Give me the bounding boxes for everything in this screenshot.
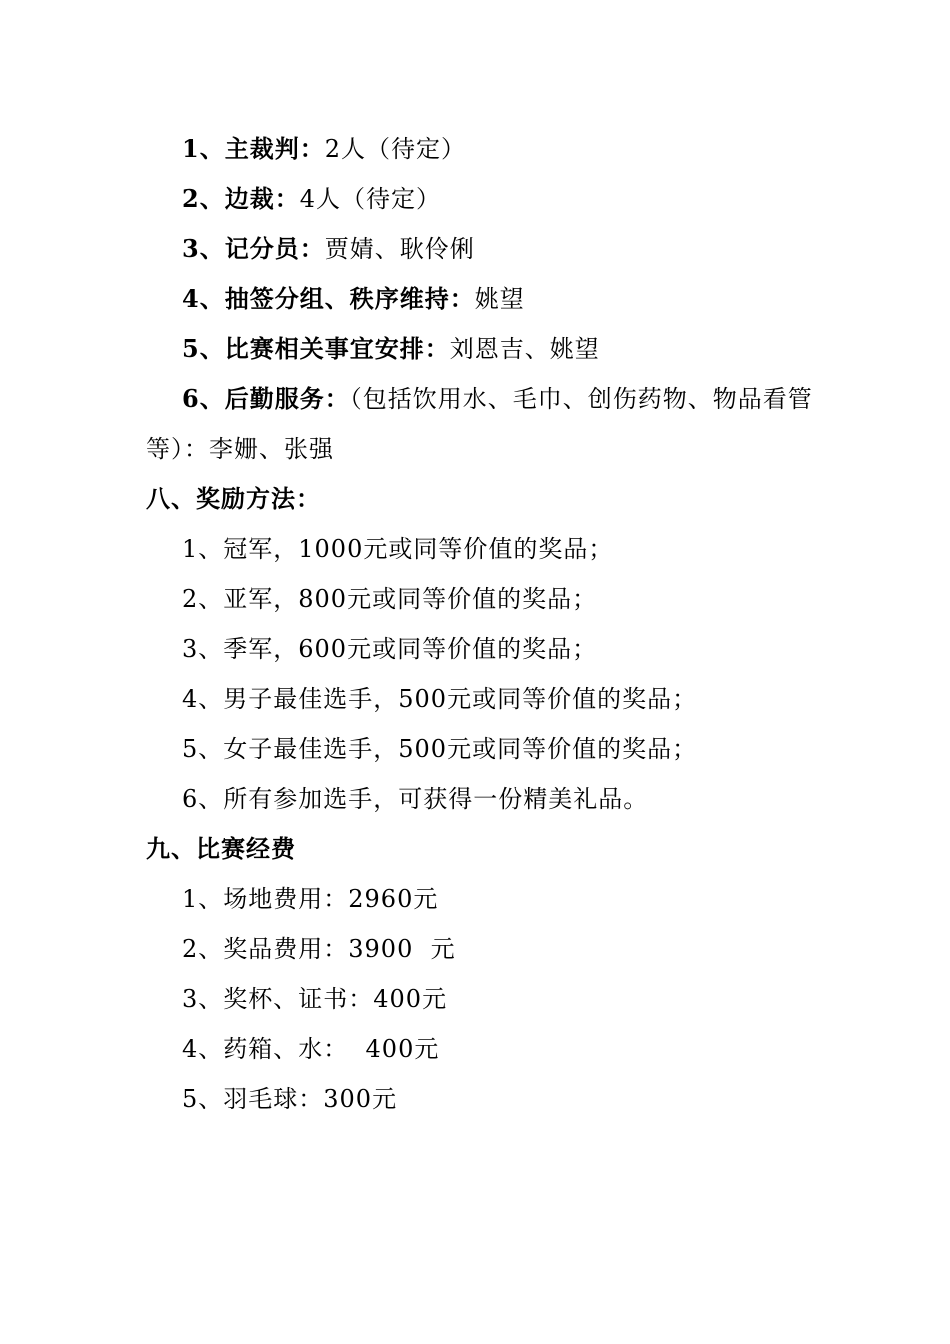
staff-item bbox=[182, 384, 813, 414]
award-item: 6、所有参加选手，可获得一份精美礼品。 bbox=[182, 785, 649, 813]
staff-item bbox=[182, 284, 525, 314]
staff-value: 2人（待定） bbox=[324, 135, 466, 163]
budget-heading: 九、比赛经费 bbox=[146, 834, 296, 863]
staff-label: 3、记分员： bbox=[182, 234, 325, 263]
staff-value: 刘恩吉、姚望 bbox=[449, 335, 600, 363]
staff-item bbox=[182, 134, 466, 164]
budget-item: 4、药箱、水： 400元 bbox=[182, 1035, 440, 1063]
budget-item: 2、奖品费用：3900 元 bbox=[182, 935, 456, 963]
budget-item: 5、羽毛球：300元 bbox=[182, 1085, 398, 1113]
staff-label: 6、后勤服务： bbox=[182, 384, 350, 413]
staff-label: 2、边裁： bbox=[182, 184, 300, 213]
staff-value: 4人（待定） bbox=[299, 185, 441, 213]
award-item: 1、冠军，1000元或同等价值的奖品； bbox=[182, 535, 614, 563]
staff-item bbox=[182, 234, 475, 264]
award-item: 3、季军，600元或同等价值的奖品； bbox=[182, 635, 598, 663]
budget-item: 3、奖杯、证书：400元 bbox=[182, 985, 448, 1013]
staff-item-continuation: 等）：李姗、张强 bbox=[146, 435, 334, 463]
staff-item bbox=[182, 334, 600, 364]
staff-value: 姚望 bbox=[474, 285, 525, 313]
staff-label: 1、主裁判： bbox=[182, 134, 325, 163]
staff-label: 5、比赛相关事宜安排： bbox=[182, 334, 450, 363]
awards-heading: 八、奖励方法： bbox=[146, 484, 321, 513]
staff-item bbox=[182, 184, 441, 214]
staff-label: 4、抽签分组、秩序维持： bbox=[182, 284, 475, 313]
budget-item: 1、场地费用：2960元 bbox=[182, 885, 439, 913]
award-item: 2、亚军，800元或同等价值的奖品； bbox=[182, 585, 598, 613]
award-item: 5、女子最佳选手，500元或同等价值的奖品； bbox=[182, 735, 698, 763]
staff-value: （包括饮用水、毛巾、创伤药物、物品看管 bbox=[349, 385, 813, 413]
staff-value: 贾婧、耿伶俐 bbox=[324, 235, 475, 263]
award-item: 4、男子最佳选手，500元或同等价值的奖品； bbox=[182, 685, 698, 713]
